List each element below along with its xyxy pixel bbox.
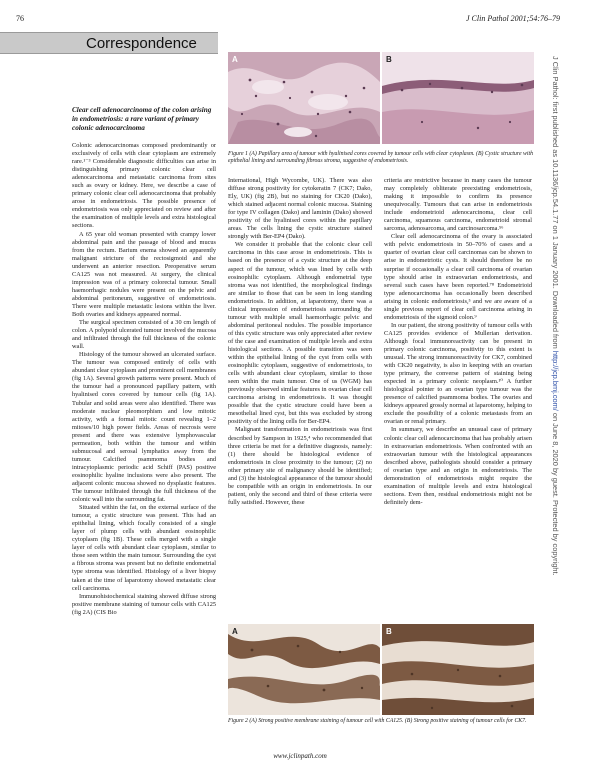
copyright-watermark xyxy=(548,56,560,728)
micrograph-cyst-image xyxy=(382,52,534,144)
page-number: 76 xyxy=(16,14,24,23)
paragraph: Colonic adenocarcinomas composed predominantly or exclusively of cells with clear cytoplasm are extremely rare.¹⁻³ Considerable diagnostic difficulties can arise in distinguishing primary colonic clear cell adenocarcinoma and metastatic carcinoma from sites such as ovary or kidney. Here, we describe a case of primary colonic clear cell adenocarcinoma that probably arose in endometriosis. The possible presence of endometriosis was only appreciated on review and after the examination of multiple levels and extra histological sections. xyxy=(72,142,216,230)
text-column-3 xyxy=(384,177,532,697)
paragraph: A 65 year old woman presented with crampy lower abdominal pain and the passage of blood and mucus from the rectum. Barium enema showed an apparently malignant stricture of the rectosigmoid and she underwent an anterior resection. Preoperative serum CA125 was not measured. At surgery, the clinical impression was of a primary colorectal tumour. Small haemorrhagic nodules were present on the pelvic and abdominal peritoneum, suggestive of endometriosis. There were multiple metastatic lesions within the liver. Both ovaries and kidneys appeared normal. xyxy=(72,230,216,318)
figure-1-label-a: A xyxy=(232,55,238,64)
figure-1-label-b: B xyxy=(386,55,392,64)
footer-url: www.jclinpath.com xyxy=(273,752,327,760)
paragraph: Immunohistochemical staining showed diffuse strong positive membrane staining of tumour cells with CA125 (fig 2A) (CIS Bio xyxy=(72,592,216,616)
watermark-prefix: J Clin Pathol: first published as 10.1136/jcp.54.1.77 on 1 January 2001. Downloaded from xyxy=(551,56,560,351)
paragraph: International, High Wycombe, UK). There was also diffuse strong positivity for cytokeratin 7 (CK7; Dako, Ely, UK) (fig 2B), but no staining for CK20 (Dako), which stained adjacent normal colonic mucosa. Staining for type IV collagen (Dako) and laminin (Dako) showed positivity of the hyalinised cores within the papillary areas. The cells lining the cystic structure stained strongly with Ber-EP4 (Dako). xyxy=(228,177,372,241)
journal-reference: J Clin Pathol 2001;54:76–79 xyxy=(466,14,560,23)
watermark-suffix: on June 8, 2020 by guest. Protected by copyright. xyxy=(551,410,560,576)
figure-2-panel-a xyxy=(228,624,380,715)
text-column-1 xyxy=(72,142,216,738)
figure-2 xyxy=(228,624,534,715)
paragraph: In our patient, the strong positivity of tumour cells with CA125 provides evidence of Mullerian derivation. Although focal immunoreactivity can be present in primary colonic carcinoma, positivity to this extent is unusual. The strong immunoreactivity for CK7, combined with CK20 negativity, is also in keeping with an ovarian type primary, the converse pattern of staining being expected in a primary colonic neoplasm.¹⁰ A further histological pointer to an ovarian type tumour was the presence of calcified psammoma bodies. The ovaries and kidneys appeared grossly normal at laparotomy, helping to exclude the possibility of a colonic metastasis from an ovarian or renal primary. xyxy=(384,321,532,426)
figure-2-label-b: B xyxy=(386,627,392,636)
paragraph: Malignant transformation in endometriosis was first described by Sampson in 1925,⁴ who recommended that three criteria be met for a definitive diagnosis, namely: (1) there should be histological evidence of endometriosis in close proximity to the tumour; (2) no other primary site of malignancy should be identified; and (3) the histological appearance of the tumour should be compatible with an origin in endometriosis. In our patient, only the second and third of these criteria were fully satisfied. However, these xyxy=(228,426,372,506)
article-title: Clear cell adenocarcinoma of the colon arising in endometriosis: a rare variant of primary colonic adenocarcinoma xyxy=(72,106,212,132)
micrograph-ck7-image xyxy=(382,624,534,715)
section-title: Correspondence xyxy=(86,35,197,52)
watermark-link[interactable]: http://jcp.bmj.com/ xyxy=(551,350,560,411)
figure-2-label-a: A xyxy=(232,627,238,636)
paragraph: The surgical specimen consisted of a 30 cm length of colon. A polypoid ulcerated tumour involved the mucosa and infiltrated through the full thickness of the colonic wall. xyxy=(72,319,216,351)
micrograph-papillary-image xyxy=(228,52,380,144)
paragraph: Situated within the fat, on the external surface of the tumour, a cystic structure was present. This had an epithelial lining, which focally consisted of a single layer of plump cells with abundant eosinophilic cytoplasm (fig 1B). These cells merged with a single layer of cells with abundant clear cytoplasm, similar to those seen within the main tumour. Surrounding the cyst a fibrous stroma was present but no definite endometrial type stroma was identified. Histology of a liver biopsy taken at the time of laparotomy showed metastatic clear cell carcinoma. xyxy=(72,504,216,592)
text-column-2 xyxy=(228,177,372,697)
paragraph: We consider it probable that the colonic clear cell carcinoma in this case arose in endometriosis. This is based on the presence of a cystic structure at the deep aspect of the tumour, which was lined by cells with eosinophilic cytoplasm. Although endometrial type stroma was not identified, the morphological findings are similar to those that can be seen in long standing endometriosis. In addition, at laparotomy, there was a clinical impression of endometriosis surrounding the tumour with multiple small haemorrhagic pelvic and abdominal peritoneal nodules. The possible importance of this cystic structure was only appreciated after review of the case and examination of multiple levels and extra histological sections. A possible transition was seen within the epithelial lining of the cyst from cells with eosinophilic cytoplasm, suggestive of endometriosis, to cells with abundant clear cytoplasm, similar to those seen within the main tumour. One of us (WGM) has previously observed similar features in ovarian clear cell carcinoma arising in endometriosis. It was thought possible that the cystic structure could have been a mesothelial lined cyst, but this was excluded by strong positivity of the lining cells for Ber-EP4. xyxy=(228,241,372,426)
figure-2-caption: Figure 2 (A) Strong positive membrane staining of tumour cell with CA125. (B) Strong positive staining of tumour cells for CK7. xyxy=(228,718,527,724)
figure-1-panel-a xyxy=(228,52,380,144)
figure-1 xyxy=(228,52,534,144)
paragraph: Histology of the tumour showed an ulcerated surface. The tumour was composed entirely of cells with abundant clear cytoplasm and prominent cell membranes (fig 1A). Several growth patterns were present. Much of the tumour had a pronounced papillary pattern, with hyalinised cores covered by tumour cells (fig 1A). Tubular and solid areas were also identified. There was moderate nuclear pleomorphism and low mitotic activity, with a formal mitotic count revealing 1–2 mitoses/10 high power fields. Areas of necrosis were present and there was extensive lymphovascular permeation, both within the tumour and within submucosal and serosal lymphatics away from the tumour. Calcified psammoma bodies and intracytoplasmic periodic acid Schiff (PAS) positive eosinophilic hyaline inclusions were also present. The adjacent colonic mucosa showed no dysplastic features. The tumour infiltrated through the full thickness of the colonic wall into the surrounding fat. xyxy=(72,351,216,504)
figure-1-panel-b xyxy=(382,52,534,144)
figure-1-caption: Figure 1 (A) Papillary area of tumour with hyalinised cores covered by tumour cells with clear cytoplasm. (B) Cystic structure with epithelial lining and surrounding fibrous stroma, suggestive of endometriosis. xyxy=(228,151,533,165)
micrograph-ca125-image xyxy=(228,624,380,715)
paragraph: Clear cell adenocarcinoma of the ovary is associated with pelvic endometriosis in 50–70% of cases and a quarter of ovarian clear cell carcinomas can be shown to arise in endometriotic cysts. It should therefore be no surprise if occasionally a clear cell carcinoma of ovarian type should arise in extraovarian endometriosis, and several such cases have been reported.⁷⁸ Endometrioid type adenocarcinoma has occasionally been described arising in colonic endometriosis,⁵ and we are aware of a single previous report of clear cell carcinoma arising in endometriosis of the sigmoid colon.⁹ xyxy=(384,233,532,321)
figure-2-panel-b xyxy=(382,624,534,715)
section-banner xyxy=(0,32,218,54)
paragraph: In summary, we describe an unusual case of primary colonic clear cell adenocarcinoma that has probably arisen in extraovarian endometriosis. When confronted with an extraovarian tumour with the histological appearances described above, pathologists should consider a primary of ovarian type and an origin in endometriosis. The demonstration of endometriosis might require the examination of multiple levels and extra histological sections. Even then, residual endometriosis might not be definitely dem- xyxy=(384,426,532,506)
paragraph: criteria are restrictive because in many cases the tumour may completely obliterate preexisting endometriosis, making it impossible to confirm its presence unequivocally. Tumours that can arise in endometriosis include endometrioid adenocarcinoma, clear cell carcinoma, squamous carcinoma, endometrioid stromal sarcoma, adenosarcoma, and carcinosarcoma.⁵⁶ xyxy=(384,177,532,233)
